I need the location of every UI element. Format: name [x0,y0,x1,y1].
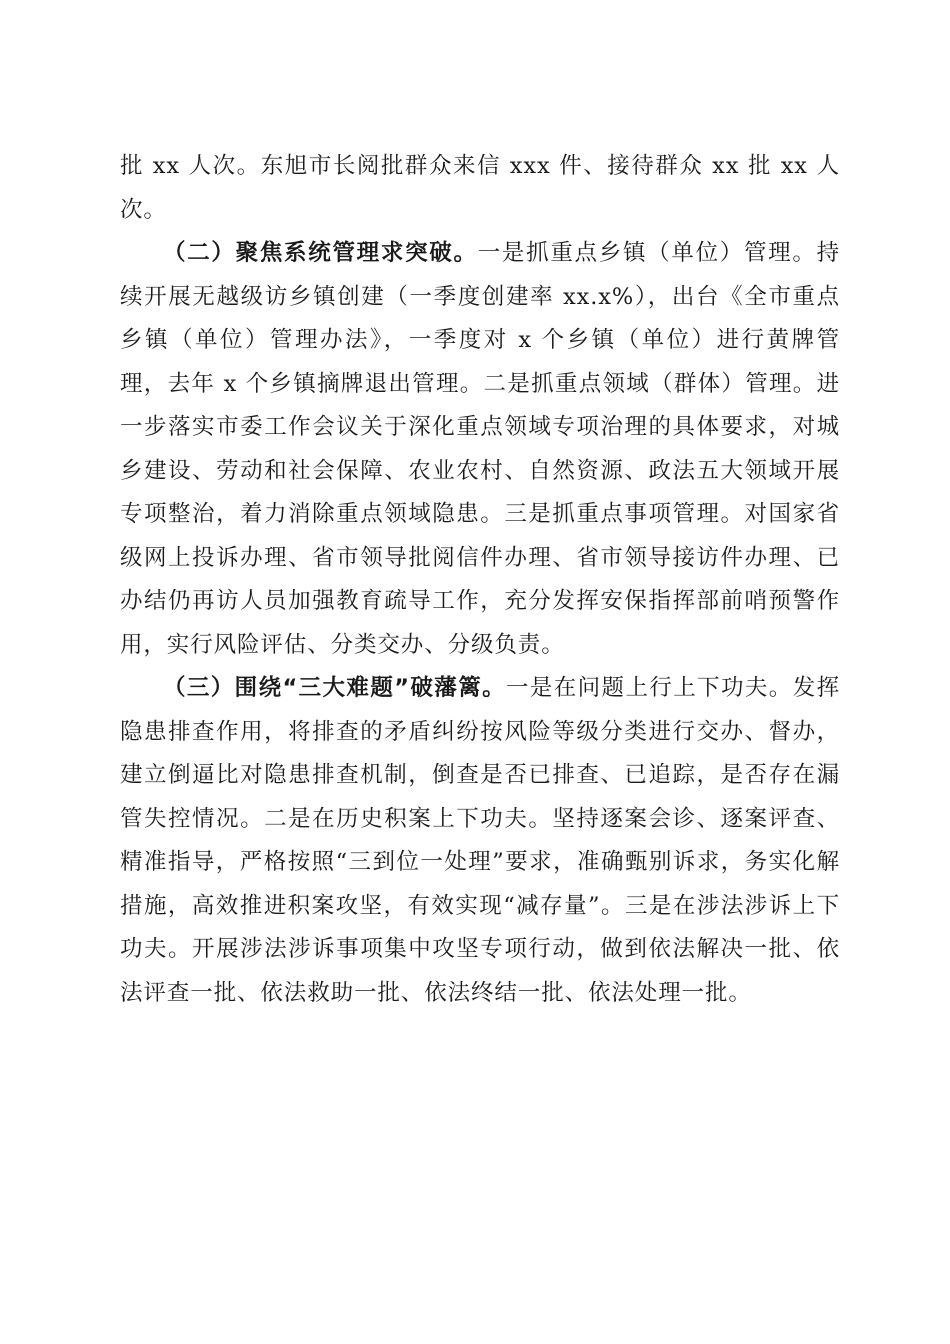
paragraph-text: 一是在问题上行上下功夫。发挥隐患排查作用，将排查的矛盾纠纷按风险等级分类进行交办、督办，建立倒逼比对隐患排查机制，倒查是否已排查、已追踪，是否存在漏管失控情况。二是在历史积案上下功夫。坚持逐案会诊、逐案评查、精准指导，严格按照“三到位一处理”要求，准确甄别诉求，务实化解措施，高效推进积案攻坚，有效实现“减存量”。三是在涉法涉诉上下功夫。开展涉法涉诉事项集中攻坚专项行动，做到依法解决一批、依法评查一批、依法救助一批、依法终结一批、依法处理一批。 [120,675,840,1006]
section-heading-two: （二）聚焦系统管理求突破。 [163,240,478,266]
section-heading-three: （三）围绕“三大难题”破藩篱。 [163,675,506,701]
paragraph-continuation [120,145,840,232]
paragraph-system-management [120,232,840,667]
paragraph-three-problems [120,667,840,1015]
paragraph-text: 批 xx 人次。东旭市长阅批群众来信 xxx 件、接待群众 xx 批 xx 人次。 [120,153,840,223]
document-body [120,145,840,1015]
paragraph-text: 一是抓重点乡镇（单位）管理。持续开展无越级访乡镇创建（一季度创建率 xx.x%），出台《全市重点乡镇（单位）管理办法》，一季度对 x 个乡镇（单位）进行黄牌管理，去年 x 个乡镇摘牌退出管理。二是抓重点领域（群体）管理。进一步落实市委工作会议关于深化重点领域专项治理的具体要求，对城乡建设、劳动和社会保障、农业农村、自然资源、政法五大领域开展专项整治，着力消除重点领域隐患。三是抓重点事项管理。对国家省级网上投诉办理、省市领导批阅信件办理、省市领导接访件办理、已办结仍再访人员加强教育疏导工作，充分发挥安保指挥部前哨预警作用，实行风险评估、分类交办、分级负责。 [120,240,840,658]
